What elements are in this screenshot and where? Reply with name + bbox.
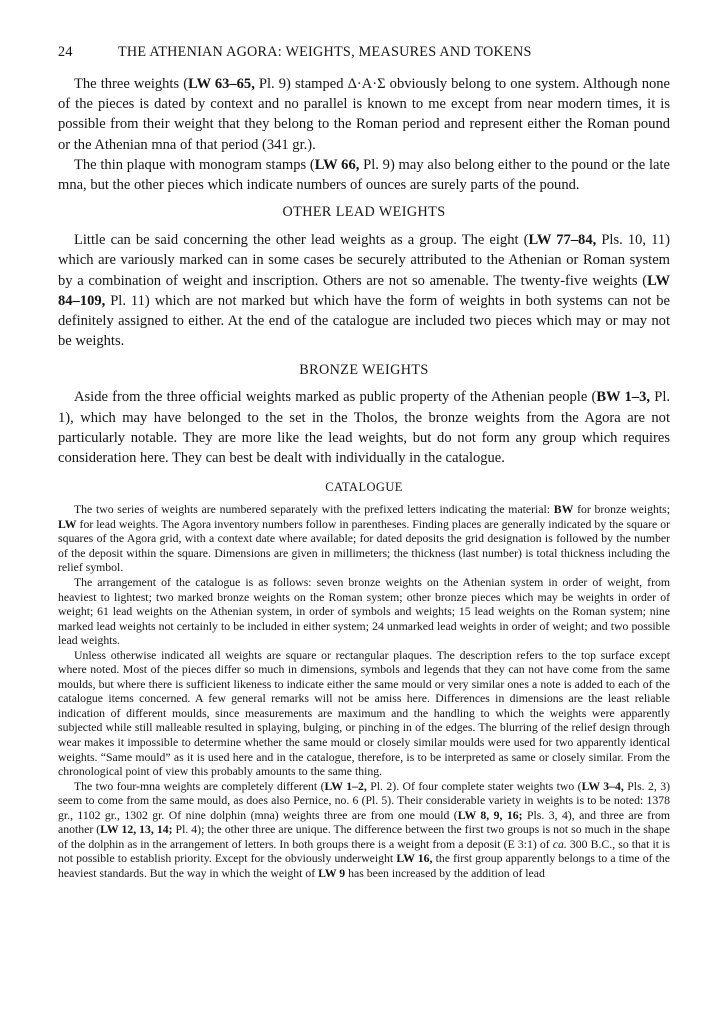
heading-catalogue: CATALOGUE xyxy=(325,480,403,495)
page xyxy=(58,44,670,881)
paragraph-monogram-plaque: The thin plaque with monogram stamps (LW 66, Pl. 9) may also belong either to the pound or the late mna, but the other pieces which indicate numbers of ounces are surely parts of the pound. xyxy=(58,156,670,194)
catalogue-intro xyxy=(58,503,670,881)
paragraph-moulds: Unless otherwise indicated all weights are square or rectangular plaques. The description refers to the top surface except where noted. Most of the pieces differ so much in dimensions, symbols and legends that they can not have come from the same moulds, but where there is sufficient likeness to indicate either the same mould or very similar ones a note is added to each of the catalogue items concerned. A few general remarks will not be amiss here. Differences in dimensions are the least reliable indication of different moulds, since measurements are maximum and the handling to which the weights were apparently subjected while still malleable resulted in splaying, bulging, or pinching in of the edges. The blurring of the relief design through wear makes it impossible to determine whether the same mould or closely similar moulds were used for two apparently identical weights. “Same mould” as it is used here and in the catalogue, therefore, is to be interpreted as same or closely similar. From the chronological point of view this probably amounts to the same thing. xyxy=(58,648,670,779)
paragraph-bronze-weights: Aside from the three official weights marked as public property of the Athenian people (BW 1–3, Pl. 1), which may have belonged to the set in the Tholos, the bronze weights from the Agora are not particularly notable. They are more like the lead weights, but do not form any group which requires consideration here. They can best be dealt with individually in the catalogue. xyxy=(58,389,670,467)
page-number: 24 xyxy=(58,44,73,60)
heading-other-lead-weights: OTHER LEAD WEIGHTS xyxy=(282,204,446,221)
intro-section xyxy=(58,74,670,468)
paragraph-numbering: The two series of weights are numbered separately with the prefixed letters indicating the material: BW for bronze weights; LW for lead weights. The Agora inventory numbers follow in parentheses. Finding places are generally indicated by the square or squares of the Agora grid, with a context date where available; for dated deposits the grid designation is followed by the number of the deposit within the square. Dimensions are given in millimeters; the thickness (last number) is total thickness including the relief symbol. xyxy=(58,503,670,575)
paragraph-other-lead-weights: Little can be said concerning the other lead weights as a group. The eight (LW 77–84, Pls. 10, 11) which are variously marked can in some cases be securely attributed to the Athenian or Roman system by a combination of weight and inscription. Others are not so amenable. The twenty-five weights (LW 84–109, Pl. 11) which are not marked but which have the form of weights in both systems can not be definitely assigned to either. At the end of the catalogue are included two pieces which may or may not be weights. xyxy=(58,232,670,350)
running-title: THE ATHENIAN AGORA: WEIGHTS, MEASURES AND TOKENS xyxy=(118,44,532,60)
heading-bronze-weights: BRONZE WEIGHTS xyxy=(299,362,429,379)
page-header xyxy=(58,44,670,74)
paragraph-roman-weights: The three weights (LW 63–65, Pl. 9) stamped Δ·Α·Σ obviously belong to one system. Although none of the pieces is dated by context and no parallel is known to me except from near modern times, it is possible from their weight that they belong to the Roman period and represent either the Roman pound or the Athenian mna of that period (341 gr.). xyxy=(58,76,671,153)
paragraph-four-mna: The two four-mna weights are completely different (LW 1–2, Pl. 2). Of four complete stater weights two (LW 3–4, Pls. 2, 3) seem to come from the same mould, as does also Pernice, no. 6 (Pl. 5). Their considerable variety in weights is to be noted: 1378 gr., 1102 gr., 1302 gr. Of nine dolphin (mna) weights three are from one mould (LW 8, 9, 16; Pls. 3, 4), and three are from another (LW 12, 13, 14; Pl. 4); the other three are unique. The difference between the first two groups is not so much in the shape of the dolphin as in the arrangement of letters. In both groups there is a weight from a deposit (E 3:1) of ca. 300 B.C., so that it is not possible to establish priority. Except for the obviously underweight LW 16, the first group apparently belongs to a time of the heaviest standards. But the way in which the weight of LW 9 has been increased by the addition of lead xyxy=(58,779,671,880)
paragraph-arrangement: The arrangement of the catalogue is as follows: seven bronze weights on the Athenian system in order of weight, from heaviest to lightest; two marked bronze weights on the Roman system; other bronze pieces which may be weights in order of weight; 61 lead weights on the Athenian system, in order of symbols and weights; 15 lead weights on the Roman system; nine marked lead weights not certainly to be included in either system; 24 unmarked lead weights in order of weight; and two possible lead weights. xyxy=(58,575,670,648)
